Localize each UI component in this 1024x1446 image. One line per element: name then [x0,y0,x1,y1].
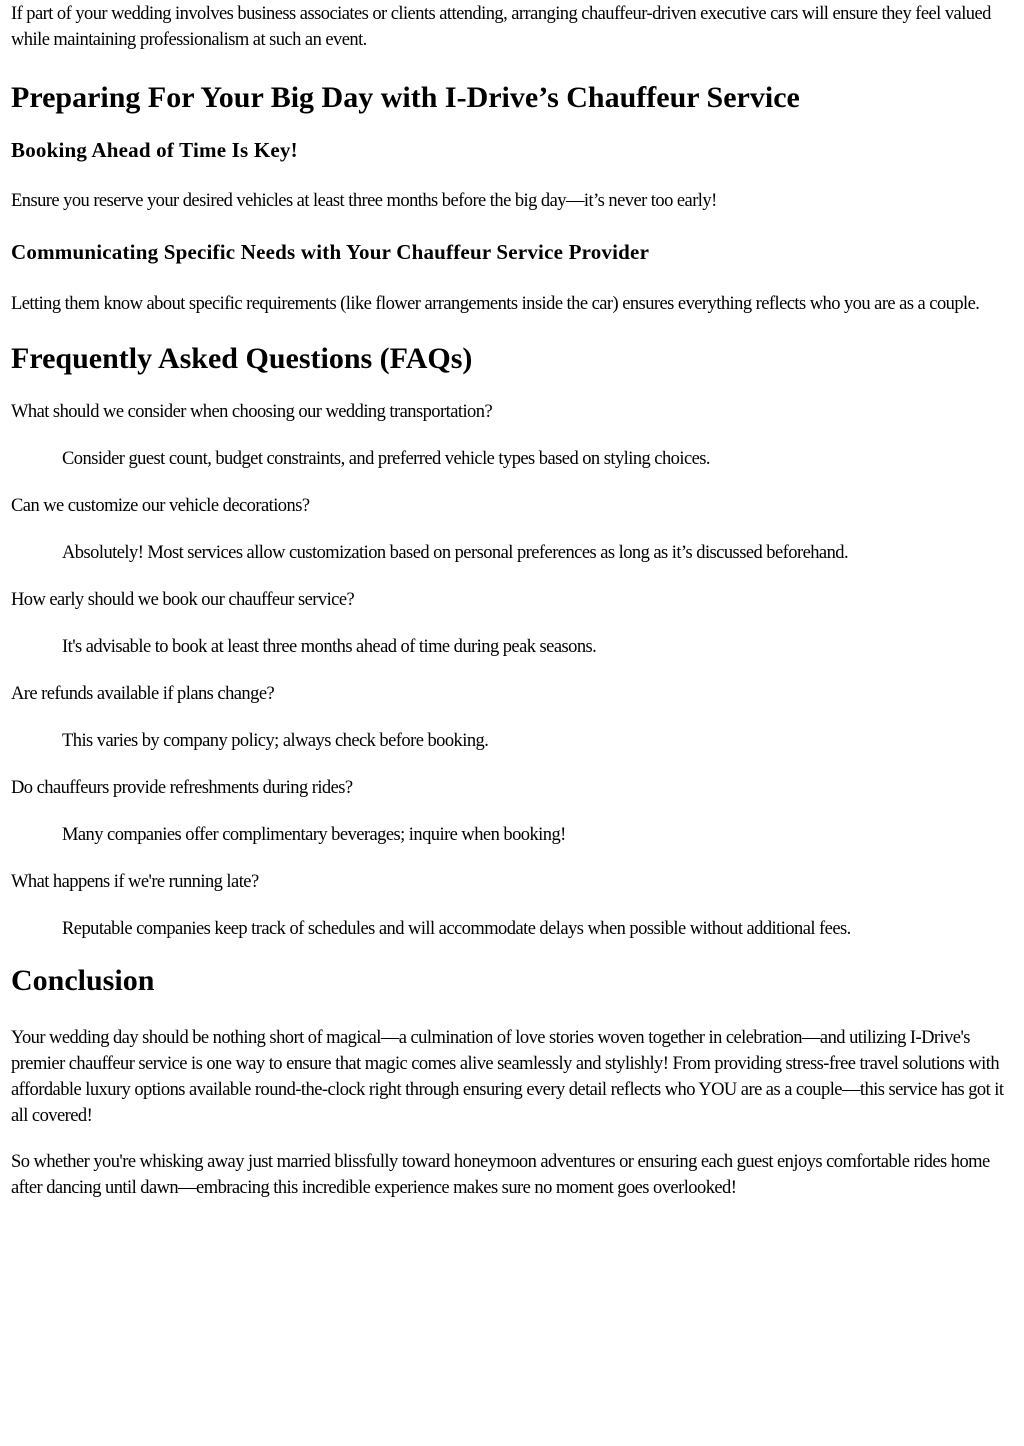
faq-heading: Frequently Asked Questions (FAQs) [11,342,473,375]
faq-answer: Reputable companies keep track of schedules and will accommodate delays when possible without additional fees. [62,919,851,939]
booking-paragraph: Ensure you reserve your desired vehicles at least three months before the big day—it’s never too early! [11,191,717,211]
faq-list [11,399,1015,942]
faq-item [11,493,1015,566]
intro-paragraph: If part of your wedding involves business associates or clients attending, arranging chauffeur-driven executive cars will ensure they feel valued while maintaining professionalism at such an event. [11,4,991,50]
faq-answer: This varies by company policy; always check before booking. [62,731,489,751]
conclusion-paragraph: Your wedding day should be nothing short of magical—a culmination of love stories woven together in celebration—and utilizing I-Drive's premier chauffeur service is one way to ensure that magic comes alive seamlessly and stylishly! From providing stress-free travel solutions with affordable luxury options available round-the-clock right through ensuring every detail reflects who YOU are as a couple—this service has got it all covered! [11,1028,1004,1126]
faq-item [11,681,1015,754]
faq-question: What happens if we're running late? [11,872,259,892]
faq-question: What should we consider when choosing our wedding transportation? [11,402,493,422]
conclusion-paragraph: So whether you're whisking away just married blissfully toward honeymoon adventures or ensuring each guest enjoys comfortable rides home after dancing until dawn—embracing this incredible experience makes sure no moment goes overlooked! [11,1152,990,1198]
communicating-subheading: Communicating Specific Needs with Your Chauffeur Service Provider [11,240,650,264]
communicating-paragraph: Letting them know about specific requirements (like flower arrangements inside the car) ensures everything reflects who you are as a couple. [11,294,980,314]
faq-question: How early should we book our chauffeur service? [11,590,355,610]
faq-answer: Absolutely! Most services allow customization based on personal preferences as long as it’s discussed beforehand. [62,543,849,563]
faq-answer: Consider guest count, budget constraints, and preferred vehicle types based on styling choices. [62,449,710,469]
faq-item [11,869,1015,942]
faq-answer: It's advisable to book at least three months ahead of time during peak seasons. [62,637,597,657]
faq-question: Are refunds available if plans change? [11,684,275,704]
faq-answer: Many companies offer complimentary beverages; inquire when booking! [62,825,566,845]
faq-question: Do chauffeurs provide refreshments during rides? [11,778,353,798]
booking-subheading: Booking Ahead of Time Is Key! [11,138,298,162]
faq-item [11,775,1015,848]
faq-item [11,399,1015,472]
article-body [11,0,1015,1201]
preparing-heading: Preparing For Your Big Day with I-Drive’s Chauffeur Service [11,81,800,114]
faq-item [11,587,1015,660]
conclusion-heading: Conclusion [11,964,155,997]
faq-question: Can we customize our vehicle decorations? [11,496,310,516]
